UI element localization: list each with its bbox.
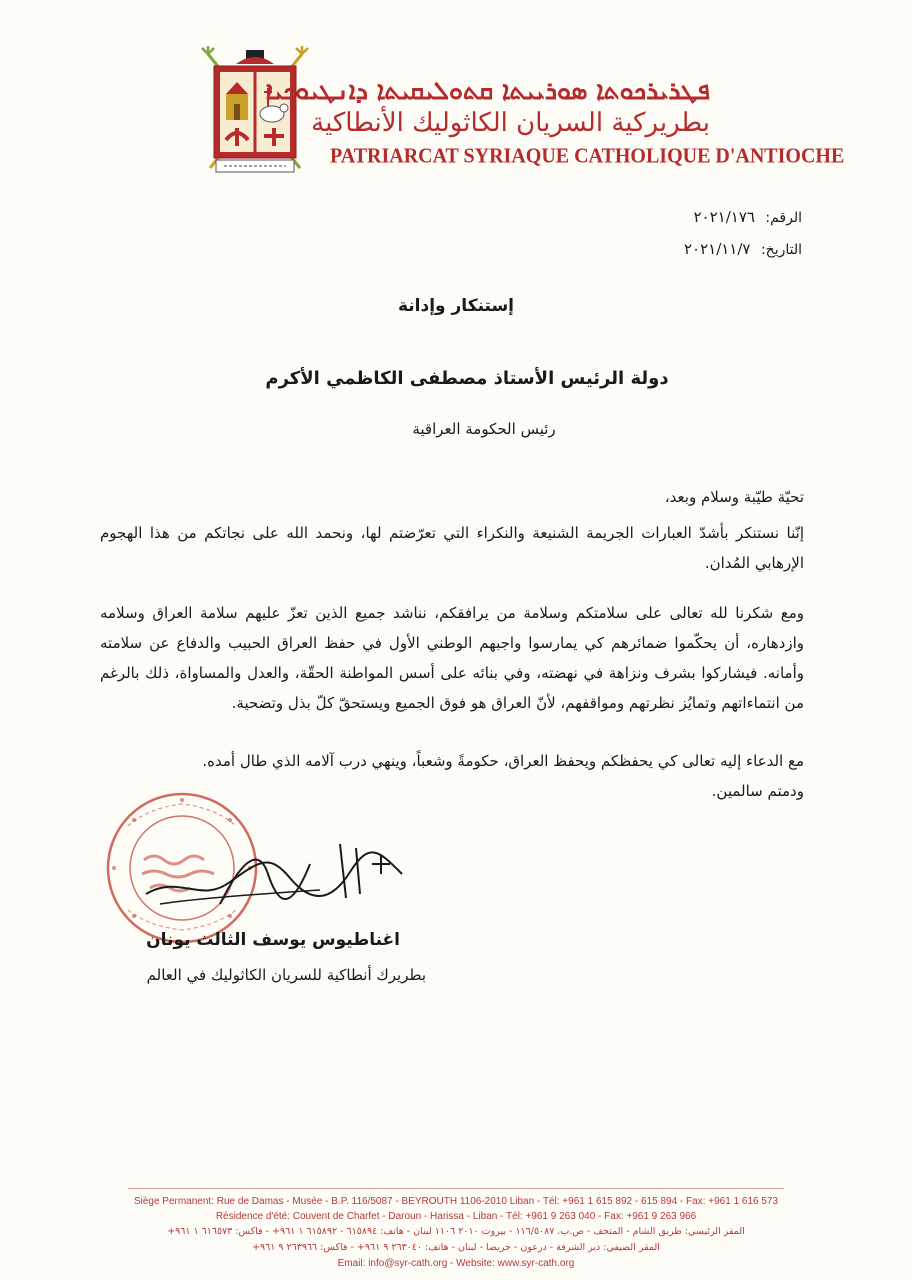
footer-summer-residence-french: Résidence d'été: Couvent de Charfet - Daroun - Harissa - Liban - Tél: +961 9 263 040 - Fax: +961 9 263 966	[215, 1211, 697, 1222]
paragraph-1	[100, 518, 804, 578]
reference-number-value: ٢٠٢١/١٧٦	[693, 208, 755, 226]
footer-summer-residence-arabic: المقر الصيفي: دير الشرفة - درعون - حريصا - لبنان - هاتف: ٢٦٣٠٤٠ ٩ ٩٦١+ - فاكس: ٢٦٣٩٦٦ ٩ ٩٦١+	[252, 1242, 660, 1253]
reference-number-label: الرقم:	[765, 210, 802, 226]
reference-date	[542, 238, 802, 261]
signatory-title: بطريرك أنطاكية للسريان الكاثوليك في العالم	[146, 966, 426, 984]
paragraph-3	[100, 746, 804, 776]
footer-contact-link[interactable]: Email: info@syr-cath.org - Website: www.syr-cath.org	[337, 1258, 575, 1269]
greeting	[100, 482, 804, 512]
greeting-text: تحيّة طيّبة وسلام وبعد،	[664, 488, 804, 506]
addressee-position: رئيس الحكومة العراقية	[412, 420, 556, 438]
document-title: إستنكار وإدانة	[397, 296, 515, 316]
paragraph-2-text: ومع شكرنا لله تعالى على سلامتكم وسلامة من يرافقكم، نناشد جميع الذين تعزّ عليهم سلامة العراق وسلامه وازدهاره، أن يحكّموا ضمائرهم كي يمارسوا واجبهم الوطني الأول في حفظ العراق الحبيب والدفاع عن سلامته وأمانه. فيشاركوا بشرف ونزاهة في نهضته، وفي بنائه على أسس المواطنة الحقّة، والعدل والمساواة، ذلك بالرغم من انتماءاتهم وتمايُز نظرتهم ومواقفهم، لأنّ العراق هو فوق الجميع ويستحقّ كلّ بذل وتضحية.	[100, 604, 804, 712]
signatory-name: اغناطيوس يوسف الثالث يونان	[146, 930, 400, 950]
footer-address-french: Siège Permanent: Rue de Damas - Musée - B.P. 116/5087 - BEYROUTH 1106-2010 Liban - Tél: +961 1 615 892 - 615 894 - Fax: +961 1 616 573	[133, 1196, 779, 1207]
handwritten-signature	[140, 834, 410, 924]
footer-address-arabic: المقر الرئيسي: طريق الشام - المتحف - ص.ب. ١١٦/٥٠٨٧ - بيروت ٢٠١٠ ١١٠٦ لبنان - هاتف: ٦١٥٨٩٤ - ٦١٥٨٩٢ ١ ٩٦١+ - فاكس: ٦١٦٥٧٣ ١ ٩٦١+	[167, 1226, 745, 1237]
patriarchal-crest-logo	[196, 44, 314, 176]
letterhead-arabic-name: بطريركية السريان الكاثوليك الأنطاكية	[311, 108, 710, 138]
closing-text: ودمتم سالمين.	[711, 782, 804, 800]
reference-date-label: التاريخ:	[760, 242, 802, 258]
paragraph-2	[100, 598, 804, 718]
reference-date-value: ٢٠٢١/١١/٧	[683, 240, 751, 258]
letterhead-french-name: PATRIARCAT SYRIAQUE CATHOLIQUE D'ANTIOCHE	[330, 144, 845, 168]
addressee-name: دولة الرئيس الأستاذ مصطفى الكاظمي الأكرم	[265, 368, 669, 389]
reference-number	[542, 206, 802, 229]
paragraph-1-text: إنّنا نستنكر بأشدّ العبارات الجريمة الشنيعة والنكراء التي تعرّضتم لها، ونحمد الله على نجاتكم من هذا الهجوم الإرهابي المُدان.	[100, 524, 804, 572]
letterhead-syriac-name: ܦܛܪܝܪܟܘܬܐ ܣܘܪܝܝܬܐ ܩܬܘܠܝܩܝܬܐ ܕܐܢܛܝܘܟܝܐ	[265, 76, 710, 105]
footer-divider	[128, 1188, 784, 1189]
paragraph-3-text: مع الدعاء إليه تعالى كي يحفظكم ويحفظ العراق، حكومةً وشعباً، وينهي درب آلامه الذي طال أمده.	[202, 752, 804, 770]
